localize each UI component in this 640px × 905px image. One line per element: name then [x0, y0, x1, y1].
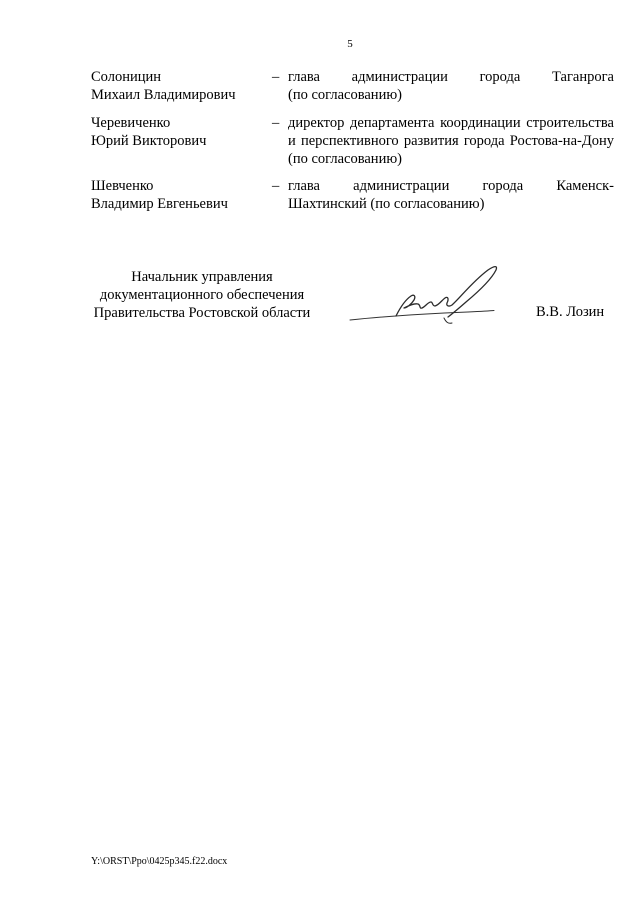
member-given-names: Михаил Владимирович: [91, 87, 236, 103]
signer-title-line: Начальник управления: [131, 269, 273, 285]
signer-name: В.В. Лозин: [536, 304, 605, 320]
signer-title: [80, 268, 324, 322]
handwritten-signature: [348, 262, 508, 333]
position-line: (по согласованию): [288, 151, 402, 167]
member-given-names: Владимир Евгеньевич: [91, 196, 228, 212]
position-line: глава администрации города Каменск-: [288, 178, 614, 194]
file-path-footer: Y:\ORST\Ppo\0425p345.f22.docx: [91, 856, 228, 867]
member-surname: Солоницин: [91, 69, 162, 85]
dash-separator: –: [272, 115, 280, 131]
position-line: и перспективного развития города Ростова-на-Дону: [288, 133, 614, 149]
position-line: (по согласованию): [288, 87, 402, 103]
signer-title-line: Правительства Ростовской области: [93, 305, 311, 321]
member-position: [288, 114, 614, 168]
member-surname: Черевиченко: [91, 115, 171, 131]
signer-title-line: документационного обеспечения: [99, 287, 305, 303]
dash-separator: –: [272, 69, 280, 85]
dash-separator: –: [272, 178, 280, 194]
position-line: глава администрации города Таганрога: [288, 69, 614, 85]
member-name: [91, 68, 271, 104]
member-name: [91, 177, 271, 213]
page-number: 5: [347, 38, 353, 50]
member-surname: Шевченко: [91, 178, 154, 194]
position-line: директор департамента координации строительства: [288, 115, 614, 131]
position-line: Шахтинский (по согласованию): [288, 196, 485, 212]
member-position: [288, 177, 614, 213]
member-position: [288, 68, 614, 104]
member-given-names: Юрий Викторович: [91, 133, 207, 149]
member-name: [91, 114, 271, 150]
